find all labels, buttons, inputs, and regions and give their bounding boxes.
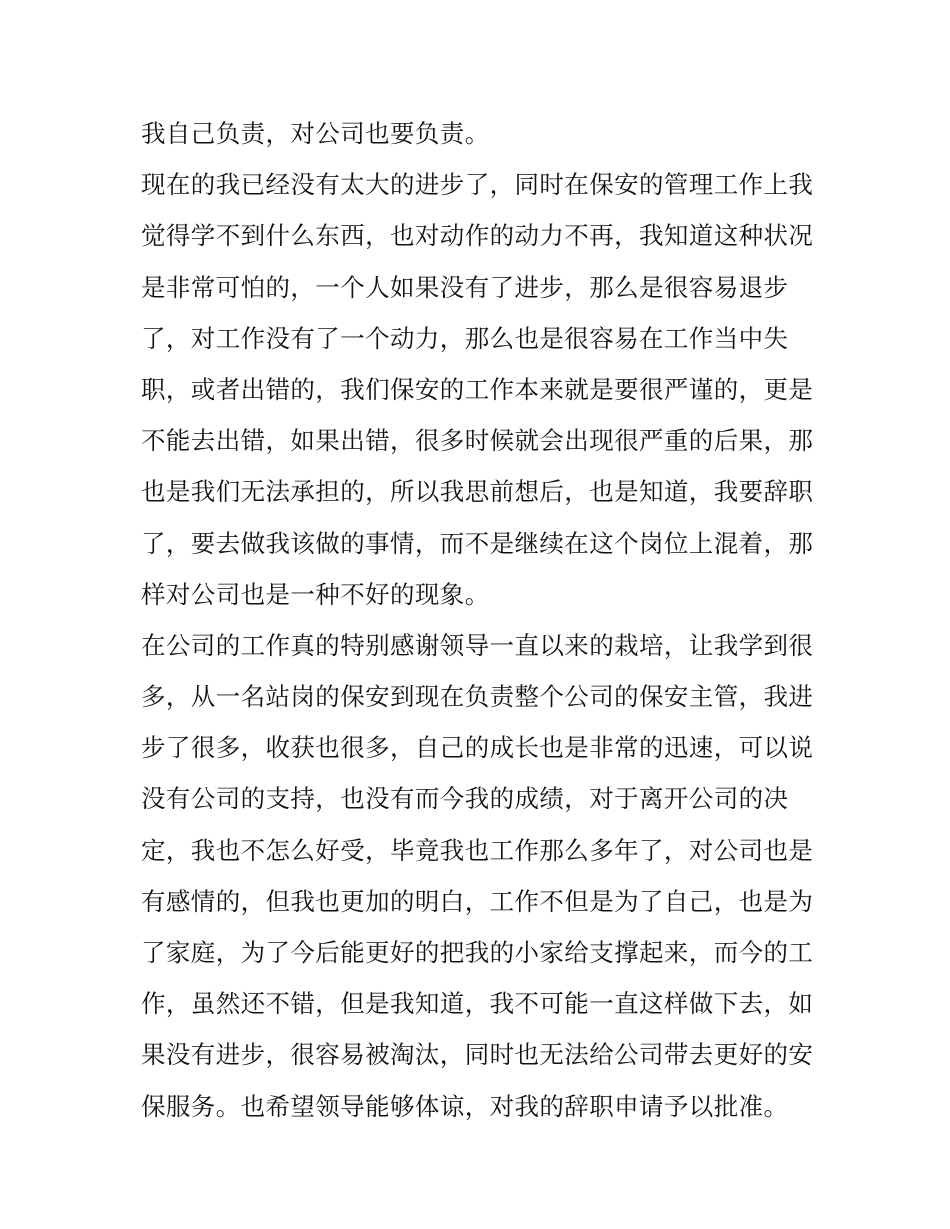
text-line: 多，从一名站岗的保安到现在负责整个公司的保安主管，我进: [141, 682, 814, 712]
text-line: 不能去出错，如果出错，很多时候就会出现很严重的后果，那: [141, 426, 814, 456]
text-line: 没有公司的支持，也没有而今我的成绩，对于离开公司的决: [141, 784, 789, 814]
text-line: 步了很多，收获也很多，自己的成长也是非常的迅速，可以说: [141, 733, 814, 763]
text-line: 定，我也不怎么好受，毕竟我也工作那么多年了，对公司也是: [141, 835, 814, 865]
text-line: 了家庭，为了今后能更好的把我的小家给支撑起来，而今的工: [141, 938, 814, 967]
text-line: 现在的我已经没有太大的进步了，同时在保安的管理工作上我: [141, 170, 814, 200]
text-line: 果没有进步，很容易被淘汰，同时也无法给公司带去更好的安: [141, 1040, 814, 1070]
text-line: 在公司的工作真的特别感谢领导一直以来的栽培，让我学到很: [141, 630, 814, 660]
text-line: 有感情的，但我也更加的明白，工作不但是为了自己，也是为: [141, 886, 814, 916]
text-line: 作，虽然还不错，但是我知道，我不可能一直这样做下去，如: [141, 989, 814, 1019]
text-line: 了，对工作没有了一个动力，那么也是很容易在工作当中失: [141, 323, 789, 353]
body-text: [141, 108, 821, 1132]
text-line: 是非常可怕的，一个人如果没有了进步，那么是很容易退步: [141, 272, 789, 302]
text-line: 职，或者出错的，我们保安的工作本来就是要很严谨的，更是: [141, 374, 814, 404]
text-line: 保服务。也希望领导能够体谅，对我的辞职申请予以批准。: [141, 1091, 789, 1121]
text-line: 了，要去做我该做的事情，而不是继续在这个岗位上混着，那: [141, 528, 814, 558]
text-line: 觉得学不到什么东西，也对动作的动力不再，我知道这种状况: [141, 221, 814, 251]
text-line: 也是我们无法承担的，所以我思前想后，也是知道，我要辞职: [141, 477, 814, 507]
text-line: 我自己负责，对公司也要负责。: [141, 119, 490, 148]
text-line: 样对公司也是一种不好的现象。: [141, 579, 490, 609]
